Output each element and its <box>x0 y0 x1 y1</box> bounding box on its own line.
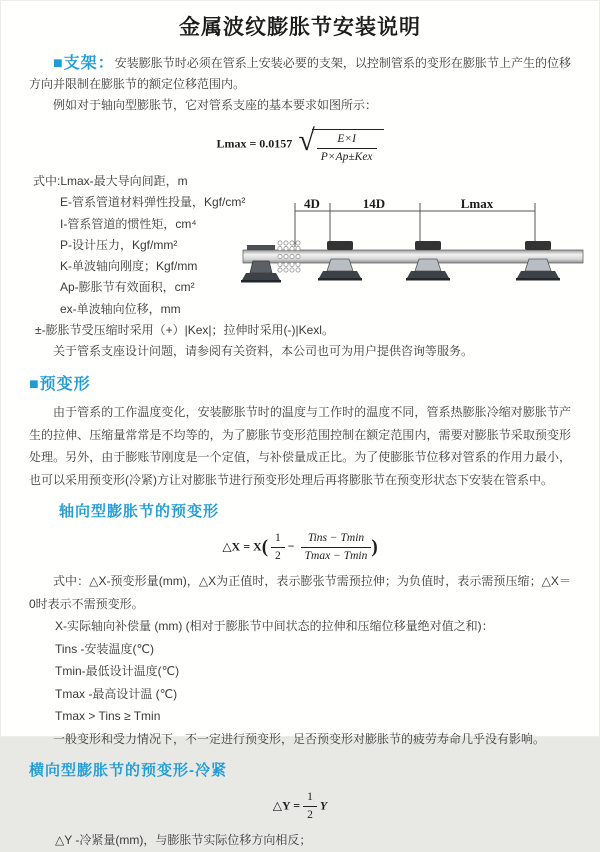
support-note: 关于管系支座设计问题，请参阅有关资料，本公司也可为用户提供咨询等服务。 <box>53 344 474 359</box>
support-section-heading: ■支架： <box>53 55 115 72</box>
temp-numerator: Tins − Tmin <box>301 532 372 548</box>
support-paragraph <box>29 53 571 95</box>
definition-p: P-设计压力，Kgf/mm² <box>60 237 178 252</box>
temp-denominator: Tmax − Tmin <box>304 550 368 562</box>
axial-formula <box>29 532 571 563</box>
open-paren: ( <box>261 536 269 558</box>
support-paragraph-text: 安装膨胀节时必须在管系上安装必要的支架，以控制管系的变形在膨胀节上产生的位移方向并限制在膨胀节的额定位移范围内。 <box>29 56 571 91</box>
definition-ap: Ap-膨胀节有效面积，cm² <box>60 280 195 295</box>
axial-formula-lhs: △X = X <box>222 539 262 554</box>
axial-line-tins: Tins -安装温度(℃) <box>55 641 155 656</box>
lmax-formula-denominator: P×Ap±Kex <box>320 151 373 163</box>
dimension-label-4d: 4D <box>304 196 320 211</box>
predeform-paragraph: 由于管系的工作温度变化，安装膨胀节时的温度与工作时的温度不同，管系热膨胀冷缩对膨胀节产生的拉伸、压缩量常常是不均等的，为了膨胀节变形范围控制在额定范围内，需要对膨胀节采取预变形处理。另外，由于膨账节刚度是一个定值，与补偿量成正比。为了使膨胀节位移对管系的作用力最小，也可以采用预变形(冷紧)方让对膨胀节进行预变形处理后再将膨胀节在预变形状态下安装在管系中。 <box>29 405 571 487</box>
half-numerator: 1 <box>271 532 285 548</box>
lateral-denominator: 2 <box>307 809 313 821</box>
lateral-formula-lhs: △Y = <box>272 798 301 813</box>
minus-operator: − <box>287 539 295 554</box>
axial-line-inequality: Tmax > Tins ≥ Tmin <box>55 709 161 723</box>
lateral-line-definition: △Y -冷紧量(mm)，与膨胀节实际位移方向相反； <box>55 833 312 847</box>
axial-line-tmin: Tmin-最低设计温度(℃) <box>55 664 180 678</box>
sqrt-radical <box>298 125 383 164</box>
lmax-formula-prefix: Lmax = 0.0157 <box>216 136 293 151</box>
lmax-formula <box>29 125 571 164</box>
page-title: 金属波纹膨胀节安装说明 <box>179 16 421 39</box>
definition-ex: ex-单波轴向位移，mm <box>60 301 181 316</box>
support-paragraph-2: 例如对于轴向型膨胀节，它对管系支座的基本要求如图所示： <box>53 98 378 112</box>
axial-line-note: 一般变形和受力情况下，不一定进行预变形，足否预变形对膨胀节的疲劳寿命几乎没有影响。 <box>53 731 546 746</box>
lateral-subheading: 横向型膨胀节的预变形-冷紧 <box>29 762 227 779</box>
axial-line-definition: 式中：△X-预变形量(mm)，△X为正值时，表示膨张节需预拉伸；为负值时，表示需预压缩；△X＝0时表示不需预变形。 <box>29 574 571 611</box>
axial-subheading: 轴向型膨胀节的预变形 <box>59 503 220 520</box>
radical-sign: √ <box>298 124 315 157</box>
dimension-label-lmax: Lmax <box>460 196 494 211</box>
close-paren: ) <box>371 536 378 558</box>
definition-plusminus: ±-膨胀节受压缩时采用（+）|Kex|；拉伸时采用(-)|Kexl。 <box>35 323 334 338</box>
dimension-lines <box>295 203 535 247</box>
lateral-numerator: 1 <box>303 791 317 807</box>
definition-e: E-管系管道材料弹性投量，Kgf/cm² <box>60 195 246 210</box>
lateral-formula <box>29 791 571 822</box>
definition-lmax: 式中:Lmax-最大导向间距，m <box>33 174 188 188</box>
pipe-support-diagram <box>243 195 595 291</box>
lmax-formula-numerator: E×I <box>317 133 377 149</box>
axial-line-tmax: Tmax -最高设计温 (℃) <box>55 686 178 701</box>
definition-k: K-单波轴向刚度；Kgf/mm <box>60 259 198 274</box>
predeform-section-heading: ■预变形 <box>29 376 91 393</box>
dimension-label-14d: 14D <box>362 196 386 211</box>
definitions-block <box>29 171 571 363</box>
lateral-formula-rhs: Y <box>319 798 328 813</box>
axial-line-x: X-实际轴向补偿量 (mm) (相对于膨胀节中间状态的拉伸和压缩位移量绝对值之和)： <box>55 619 494 633</box>
definition-i: I-管系管道的惯性矩，cm⁴ <box>60 216 197 231</box>
half-denominator: 2 <box>275 550 281 562</box>
